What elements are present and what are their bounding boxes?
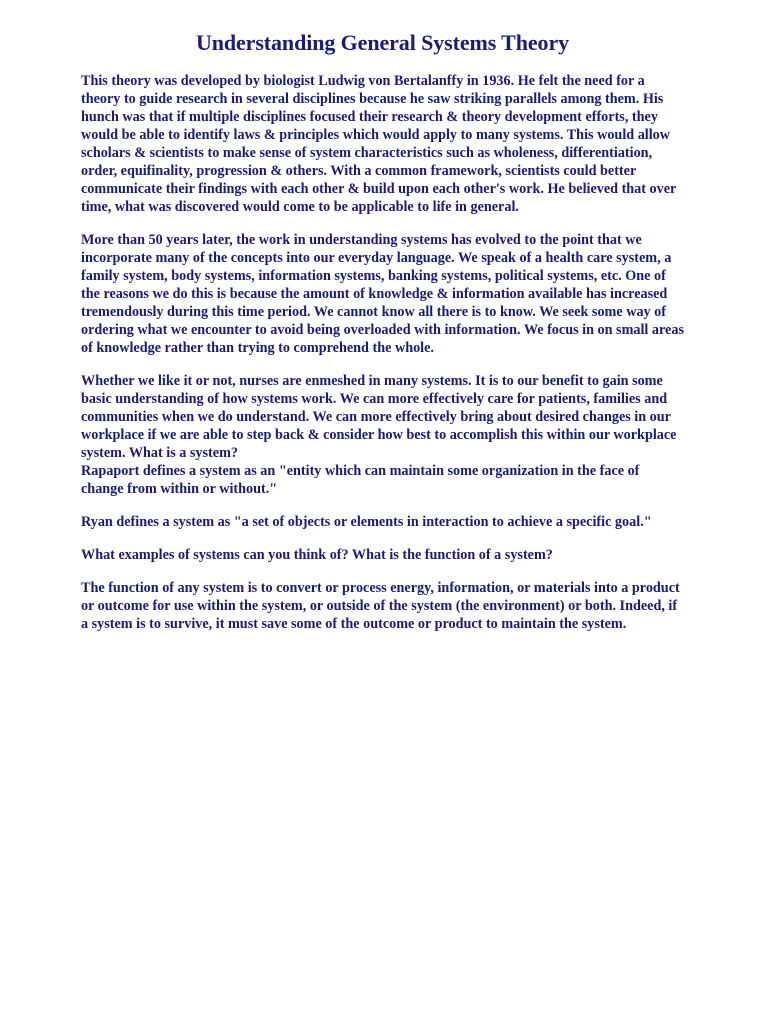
- paragraph-rapaport-definition: Rapaport defines a system as an "entity which can maintain some organization in the face of change from within or without.": [81, 463, 640, 497]
- document-title: Understanding General Systems Theory: [195, 30, 570, 55]
- paragraph-nurses-systems: Whether we like it or not, nurses are enmeshed in many systems. It is to our benefit to gain some basic understanding of how systems work. We can more effectively care for patients, families and communities when we do understand. We can more effectively bring about desired changes in our workplace if we are able to step back & consider how best to accomplish this within our workplace system. What is a system?: [81, 373, 677, 461]
- paragraph-ryan-definition: Ryan defines a system as "a set of objects or elements in interaction to achieve a specific goal.": [81, 514, 652, 530]
- paragraph-bertalanffy: This theory was developed by biologist Ludwig von Bertalanffy in 1936. He felt the need for a theory to guide research in several disciplines because he saw striking parallels among them. His hunch was that if multiple disciplines focused their research & theory development efforts, they would be able to identify laws & principles which would apply to many systems. This would allow scholars & scientists to make sense of system characteristics such as wholeness, differentiation, order, equifinality, progression & others. With a common framework, scientists could better communicate their findings with each other & build upon each other's work. He believed that over time, what was discovered would come to be applicable to life in general.: [81, 73, 677, 215]
- paragraph-fifty-years-later: More than 50 years later, the work in understanding systems has evolved to the point that we incorporate many of the concepts into our everyday language. We speak of a health care system, a family system, body systems, information systems, banking systems, political systems, etc. One of the reasons we do this is because the amount of knowledge & information available has increased tremendously during this time period. We cannot know all there is to know. We seek some way of ordering what we encounter to avoid being overloaded with information. We focus in on small areas of knowledge rather than trying to comprehend the whole.: [81, 232, 684, 356]
- paragraph-system-function: The function of any system is to convert or process energy, information, or materials into a product or outcome for use within the system, or outside of the system (the environment) or both. Indeed, if a system is to survive, it must save some of the outcome or product to maintain the system.: [81, 580, 680, 632]
- paragraph-examples-question: What examples of systems can you think of? What is the function of a system?: [81, 547, 553, 563]
